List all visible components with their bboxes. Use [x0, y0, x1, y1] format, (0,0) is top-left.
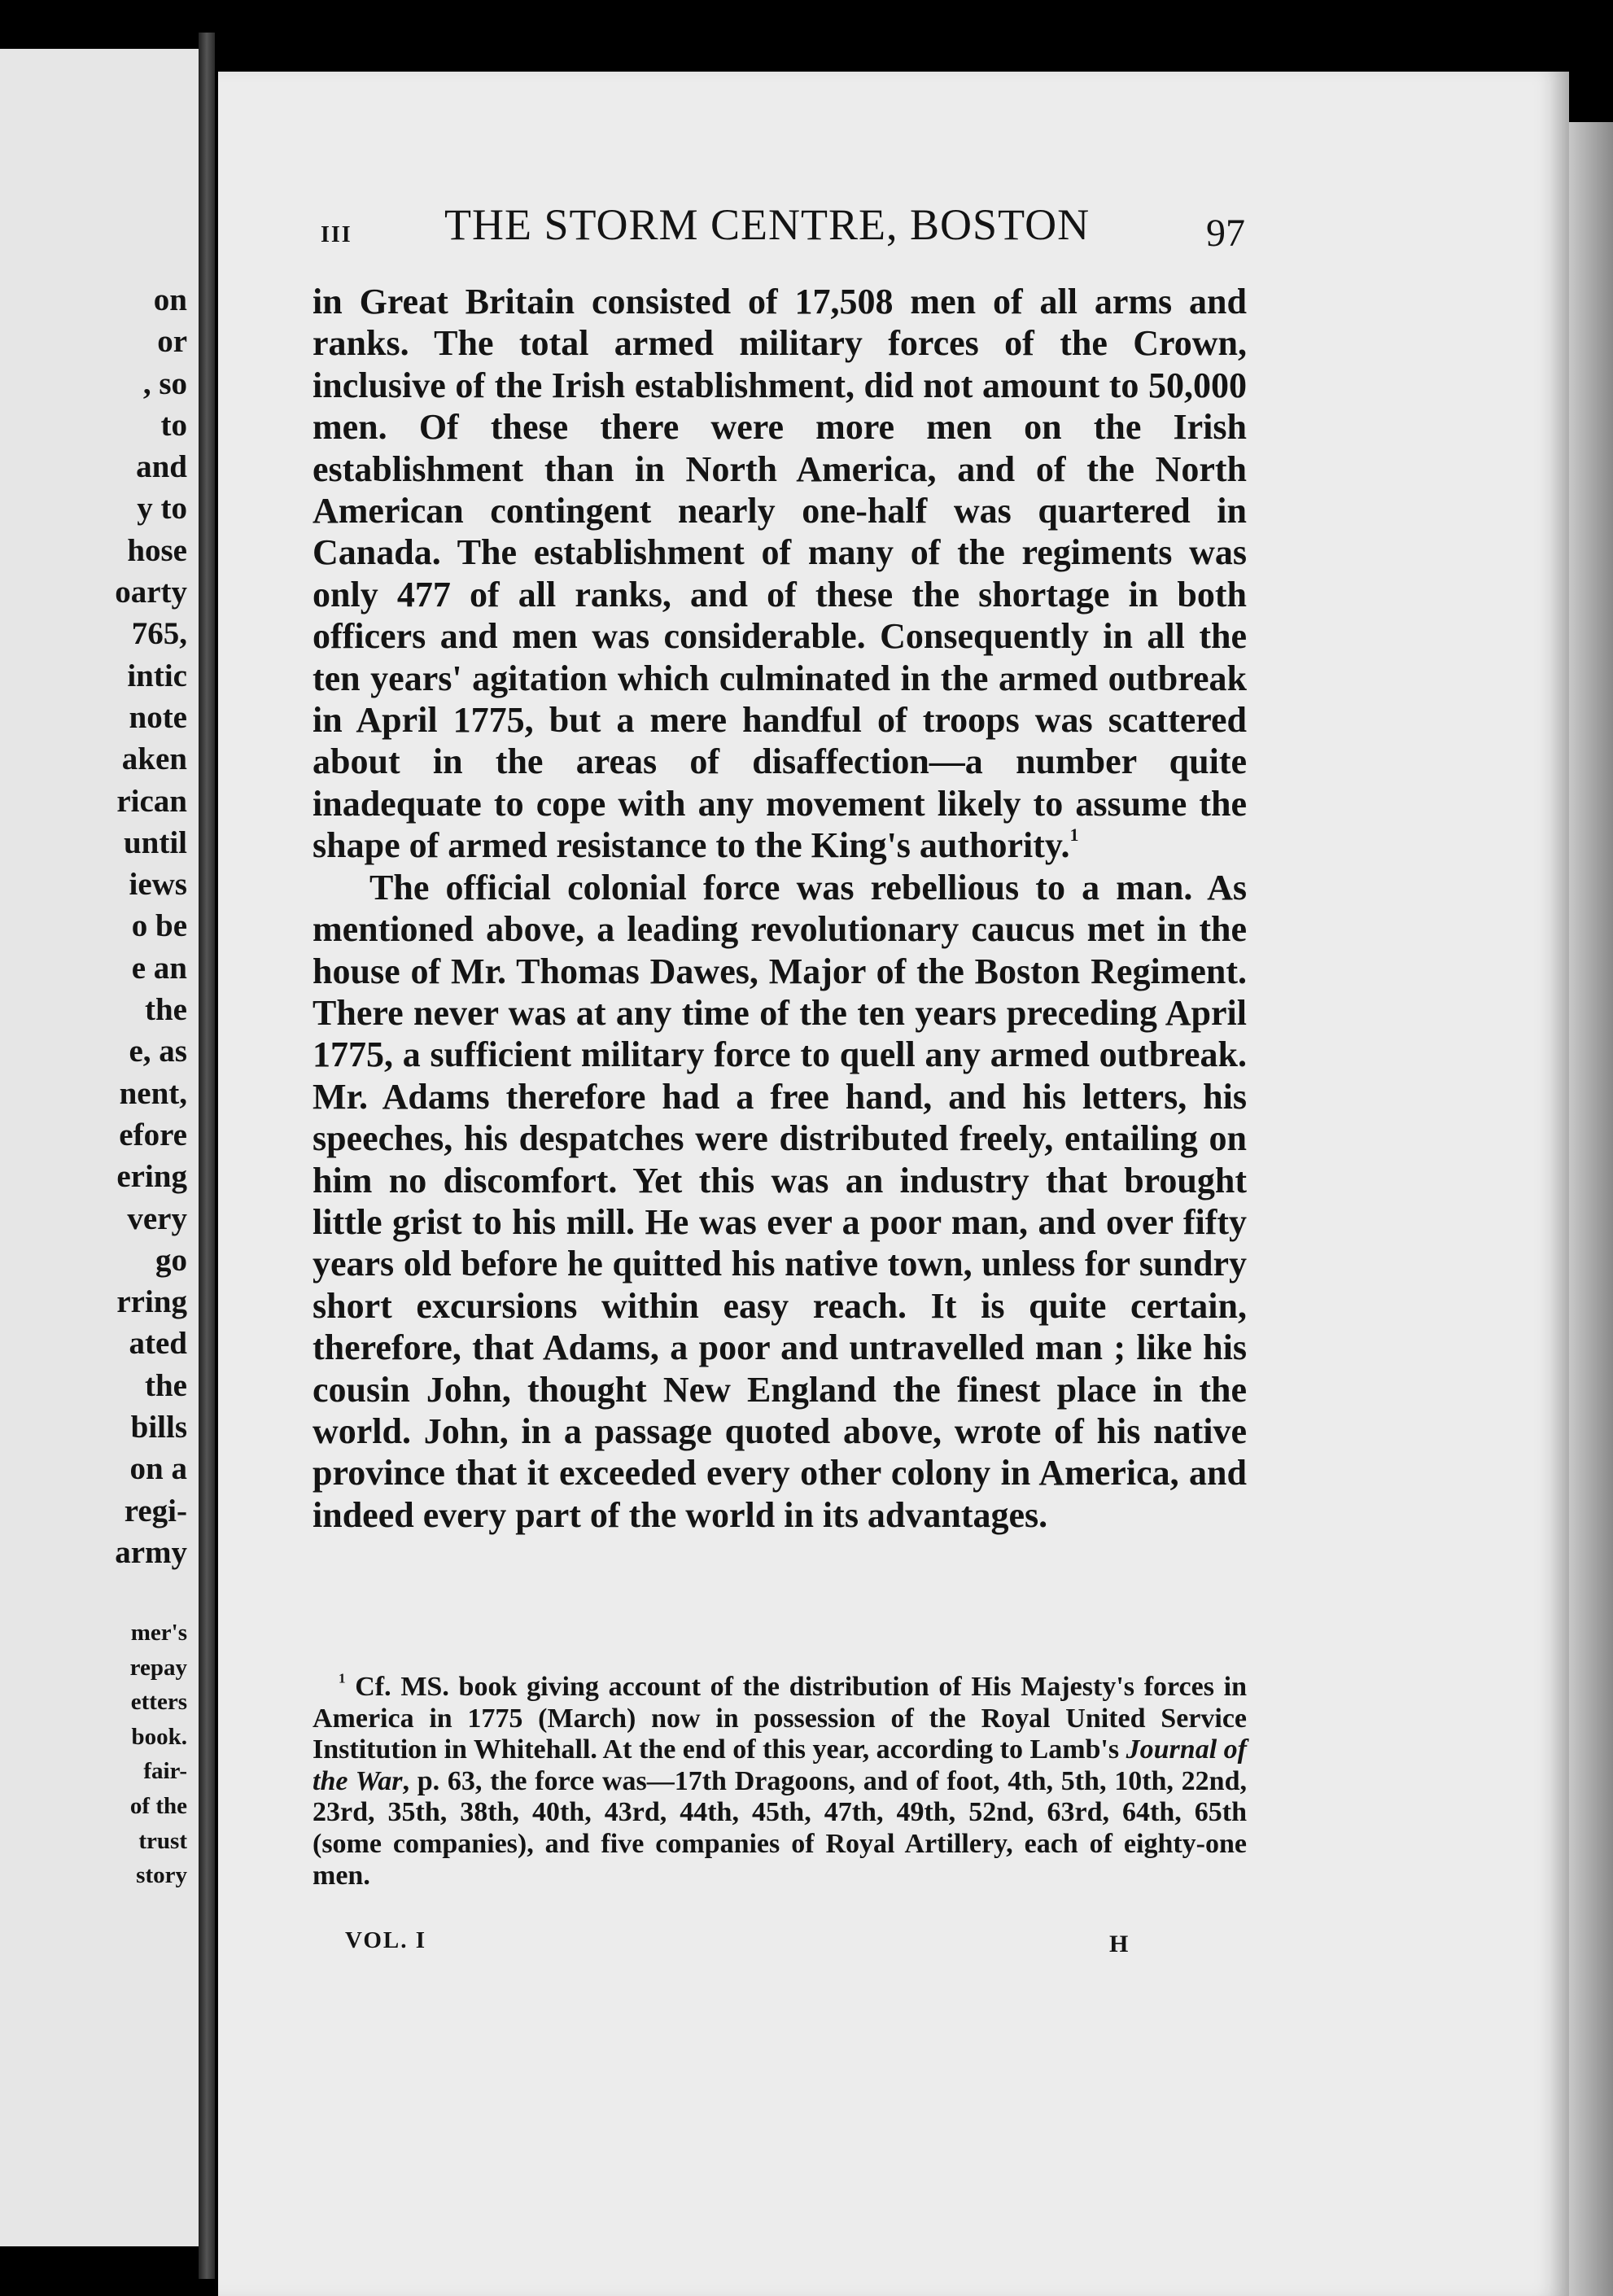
- left-page-footnote-line: mer's: [130, 1620, 187, 1646]
- left-page-line: rring: [116, 1284, 187, 1320]
- body-text: [313, 281, 1247, 1536]
- left-page-line: intic: [127, 658, 187, 693]
- left-page-line: ering: [116, 1159, 187, 1195]
- footnote-reference: 1: [1069, 824, 1079, 846]
- left-page-line: or: [157, 324, 187, 360]
- footnote-body: , p. 63, the force was—17th Dragoons, and of foot, 4th, 5th, 10th, 22nd, 23rd, 35th, 38th, 40th, 43rd, 44th, 45th, 47th, 49th, 52nd, 63rd, 64th, 65th (some companies), and five companies of Royal Artillery, each of eighty-one men.: [313, 1765, 1247, 1891]
- left-page-line: y to: [137, 491, 187, 527]
- left-page-line: go: [155, 1242, 187, 1278]
- left-page-line: nent,: [119, 1075, 187, 1111]
- left-page-line: ated: [129, 1326, 187, 1362]
- signature-letter: H: [1109, 1931, 1129, 1957]
- left-page-line: o be: [131, 908, 187, 944]
- left-page-footnote-endings: [0, 1616, 187, 1893]
- left-page-line: rican: [116, 783, 187, 819]
- left-page-line: iews: [129, 867, 187, 903]
- footnote-body: Cf. MS. book giving account of the distribution of His Majesty's forces in America in 1775 (March) now in possession of the Royal United Service Institution in Whitehall. At the end of this year, according to Lamb's: [313, 1672, 1247, 1765]
- left-page-line: hose: [127, 532, 187, 568]
- left-page-footnote-line: etters: [130, 1689, 187, 1716]
- left-page-line: and: [136, 449, 187, 485]
- left-page-line: , so: [142, 365, 187, 401]
- running-header: [321, 199, 1245, 265]
- left-page-line: regi-: [124, 1493, 187, 1528]
- left-page-line: oarty: [115, 575, 187, 610]
- book-gutter: [199, 33, 215, 2279]
- left-page-footnote-line: repay: [129, 1654, 187, 1681]
- footnote-text: [313, 1672, 1247, 1891]
- left-page-footnote-line: book.: [131, 1723, 187, 1750]
- running-title: THE STORM CENTRE, BOSTON: [444, 200, 1091, 249]
- left-page-line: very: [127, 1200, 187, 1236]
- page-edge: [1569, 122, 1613, 2296]
- footnote-marker: 1: [339, 1670, 346, 1686]
- left-page-line: on a: [129, 1451, 187, 1487]
- volume-mark: VOL. I: [345, 1927, 427, 1953]
- left-page-line: army: [115, 1534, 187, 1570]
- cited-title: Journal of the War: [313, 1734, 1247, 1796]
- left-page-footnote-line: fair-: [143, 1758, 187, 1785]
- left-page-line: on: [153, 282, 187, 317]
- left-page-line: e an: [131, 950, 187, 986]
- left-page-line: 765,: [131, 616, 187, 652]
- left-page-line-endings: [0, 279, 187, 1573]
- left-page-footnote-line: trust: [138, 1827, 187, 1854]
- left-page-line: the: [145, 1367, 187, 1403]
- left-page-line: efore: [119, 1117, 187, 1152]
- left-page-line: the: [145, 992, 187, 1028]
- left-page-line: until: [123, 824, 187, 860]
- page-number: 97: [1206, 212, 1245, 255]
- left-page-line: bills: [130, 1410, 187, 1445]
- chapter-number: III: [321, 222, 352, 247]
- paragraph-text: in Great Britain consisted of 17,508 men of all arms and ranks. The total armed military forces of the Crown, inclusive of the Irish establishment, did not amount to 50,000 men. Of these there were more men on the Irish establishment than in North America, and of the North American contingent nearly one-half was quartered in Canada. The establishment of many of the regiments was only 477 of all ranks, and of these the shortage in both officers and men was considerable. Consequently in all the ten years' agitation which culminated in the armed outbreak in April 1775, but a mere handful of troops was scattered about in the areas of disaffection—a number quite inadequate to cope with any movement likely to assume the shape of armed resistance to the King's authority.: [313, 282, 1247, 866]
- footnote: [313, 1672, 1247, 1891]
- left-page-line: note: [129, 699, 187, 735]
- paragraph: [313, 281, 1247, 867]
- left-page-line: e, as: [129, 1034, 187, 1069]
- left-page-line: aken: [121, 741, 187, 777]
- left-page-footnote-line: story: [136, 1862, 187, 1889]
- paragraph: The official colonial force was rebellious to a man. As mentioned above, a leading revolutionary caucus met in the house of Mr. Thomas Dawes, Major of the Boston Regiment. There never was at any time of the ten years preceding April 1775, a sufficient military force to quell any armed outbreak. Mr. Adams therefore had a free hand, and his letters, his speeches, his despatches were distributed freely, entailing on him no discomfort. Yet this was an industry that brought little grist to his mill. He was ever a poor man, and over fifty years old before he quitted his native town, unless for sundry short excursions within easy reach. It is quite certain, therefore, that Adams, a poor and untravelled man ; like his cousin John, thought New England the finest place in the world. John, in a passage quoted above, wrote of his native province that it exceeded every other colony in America, and indeed every part of the world in its advantages.: [313, 867, 1247, 1535]
- left-page-footnote-line: of the: [129, 1792, 187, 1819]
- left-page-line: to: [160, 407, 187, 443]
